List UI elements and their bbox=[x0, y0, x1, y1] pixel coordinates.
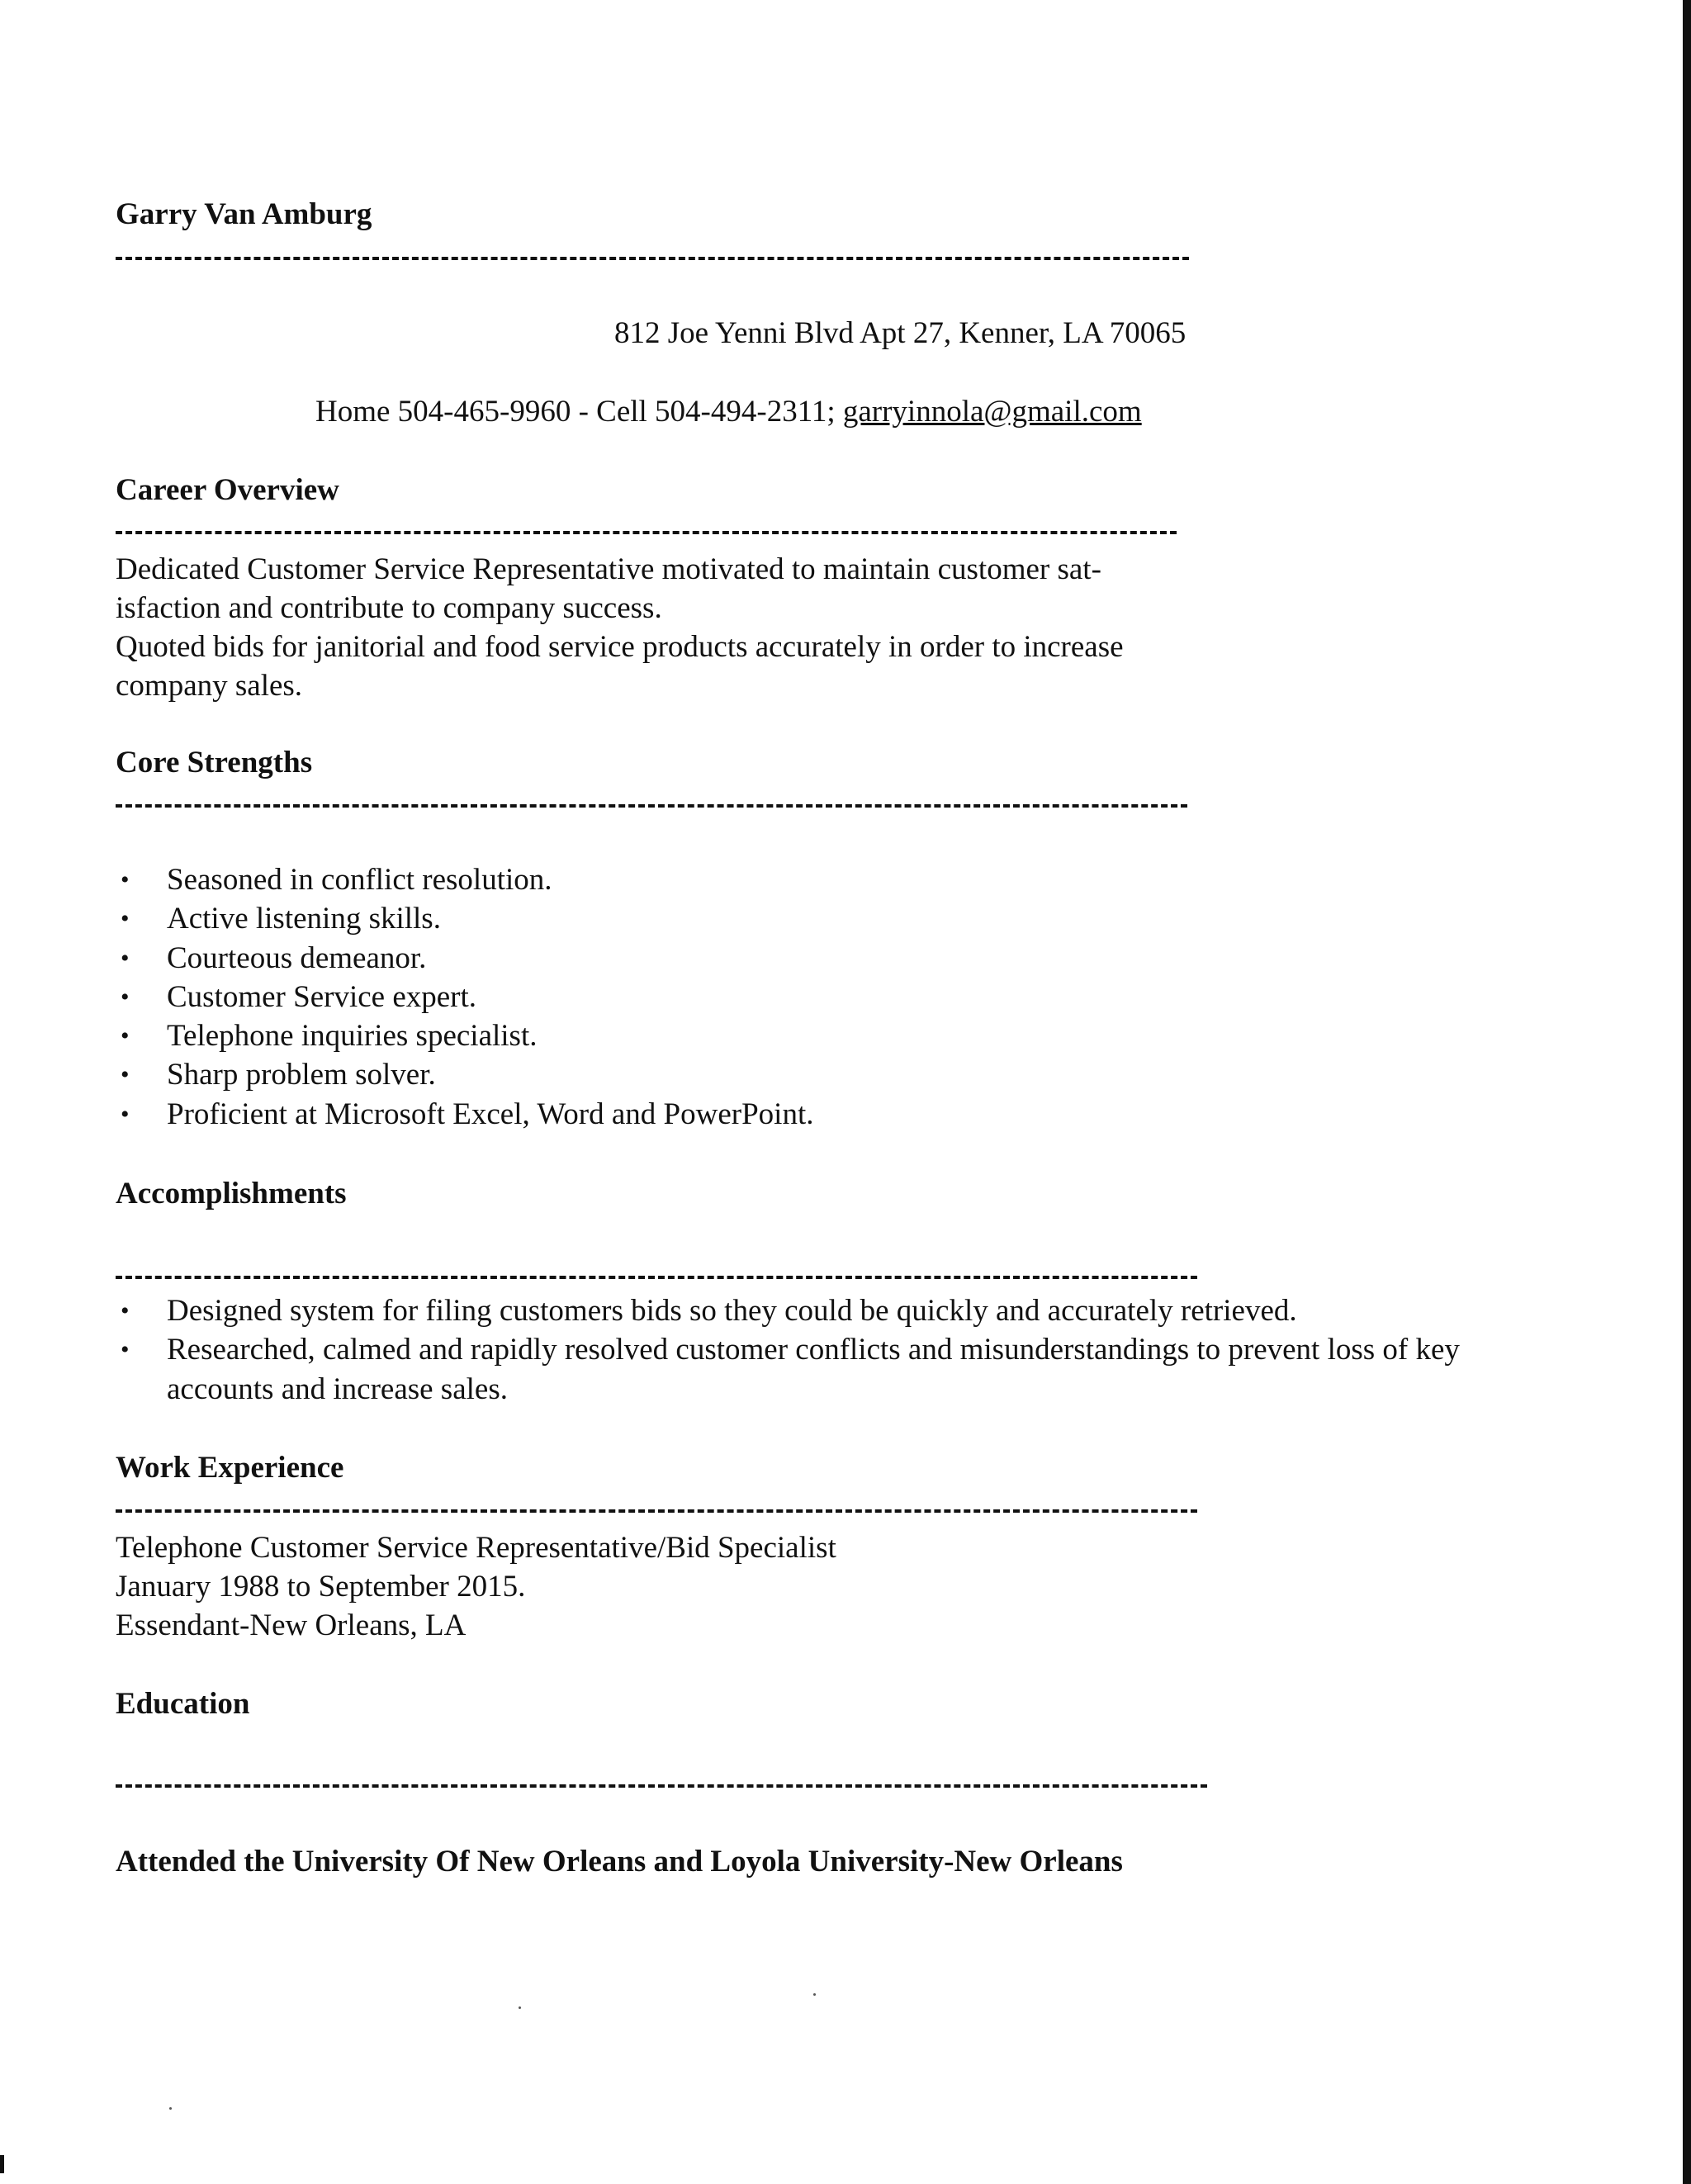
list-item: • Active listening skills. bbox=[116, 899, 813, 938]
candidate-name: Garry Van Amburg bbox=[116, 197, 372, 231]
career-overview-heading: Career Overview bbox=[116, 473, 339, 507]
address-line: 812 Joe Yenni Blvd Apt 27, Kenner, LA 70065 bbox=[614, 316, 1187, 350]
work-experience-heading: Work Experience bbox=[116, 1451, 344, 1485]
accomplishments-heading: Accomplishments bbox=[116, 1177, 347, 1210]
list-item: • Courteous demeanor. bbox=[116, 939, 813, 978]
email-link[interactable]: garryinnola@gmail.com bbox=[842, 395, 1142, 429]
list-item: • Researched, calmed and rapidly resolved customer conflicts and misunderstandings to prevent loss of key accounts and increase sales. bbox=[116, 1330, 1537, 1409]
scan-speck bbox=[813, 1993, 816, 1996]
core-strengths-heading: Core Strengths bbox=[116, 746, 313, 779]
career-overview-line-4: company sales. bbox=[116, 669, 303, 703]
phone-numbers: Home 504-465-9960 - Cell 504-494-2311; bbox=[315, 395, 843, 429]
bullet-icon: • bbox=[121, 1336, 130, 1364]
scan-border bbox=[1683, 0, 1691, 2184]
job-title: Telephone Customer Service Representative/Bid Specialist bbox=[116, 1531, 836, 1565]
bullet-icon: • bbox=[121, 866, 130, 893]
bullet-icon: • bbox=[121, 1100, 130, 1128]
list-item: • Sharp problem solver. bbox=[116, 1055, 813, 1094]
bullet-icon: • bbox=[121, 944, 130, 972]
education-detail: Attended the University Of New Orleans and Loyola University-New Orleans bbox=[116, 1845, 1123, 1878]
career-overview-line-3: Quoted bids for janitorial and food service products accurately in order to increase bbox=[116, 630, 1124, 664]
accomplishments-list bbox=[116, 1291, 1460, 1409]
work-experience-divider bbox=[116, 1509, 1197, 1513]
list-item: • Seasoned in conflict resolution. bbox=[116, 860, 813, 899]
bullet-icon: • bbox=[121, 1061, 130, 1089]
bullet-icon: • bbox=[121, 1297, 130, 1324]
list-item: • Customer Service expert. bbox=[116, 978, 813, 1016]
scan-edge-mark bbox=[0, 2155, 4, 2173]
bullet-icon: • bbox=[121, 905, 130, 933]
scan-speck bbox=[169, 2107, 172, 2110]
job-employer: Essendant-New Orleans, LA bbox=[116, 1608, 467, 1642]
career-overview-line-2: isfaction and contribute to company success. bbox=[116, 591, 662, 625]
core-strengths-list bbox=[116, 860, 813, 1134]
core-strengths-divider bbox=[116, 804, 1187, 808]
career-overview-divider bbox=[116, 531, 1177, 534]
accomplishments-divider bbox=[116, 1276, 1197, 1279]
education-divider bbox=[116, 1784, 1207, 1788]
name-divider bbox=[116, 257, 1189, 260]
scan-speck bbox=[519, 2006, 521, 2009]
bullet-icon: • bbox=[121, 983, 130, 1011]
list-item: • Designed system for filing customers bids so they could be quickly and accurately retrieved. bbox=[116, 1291, 1437, 1330]
career-overview-line-1: Dedicated Customer Service Representative motivated to maintain customer sat- bbox=[116, 552, 1101, 586]
bullet-icon: • bbox=[121, 1022, 130, 1050]
contact-line bbox=[315, 392, 1142, 431]
education-heading: Education bbox=[116, 1687, 250, 1721]
list-item: • Telephone inquiries specialist. bbox=[116, 1016, 813, 1055]
list-item: • Proficient at Microsoft Excel, Word and PowerPoint. bbox=[116, 1095, 813, 1134]
job-dates: January 1988 to September 2015. bbox=[116, 1570, 526, 1604]
